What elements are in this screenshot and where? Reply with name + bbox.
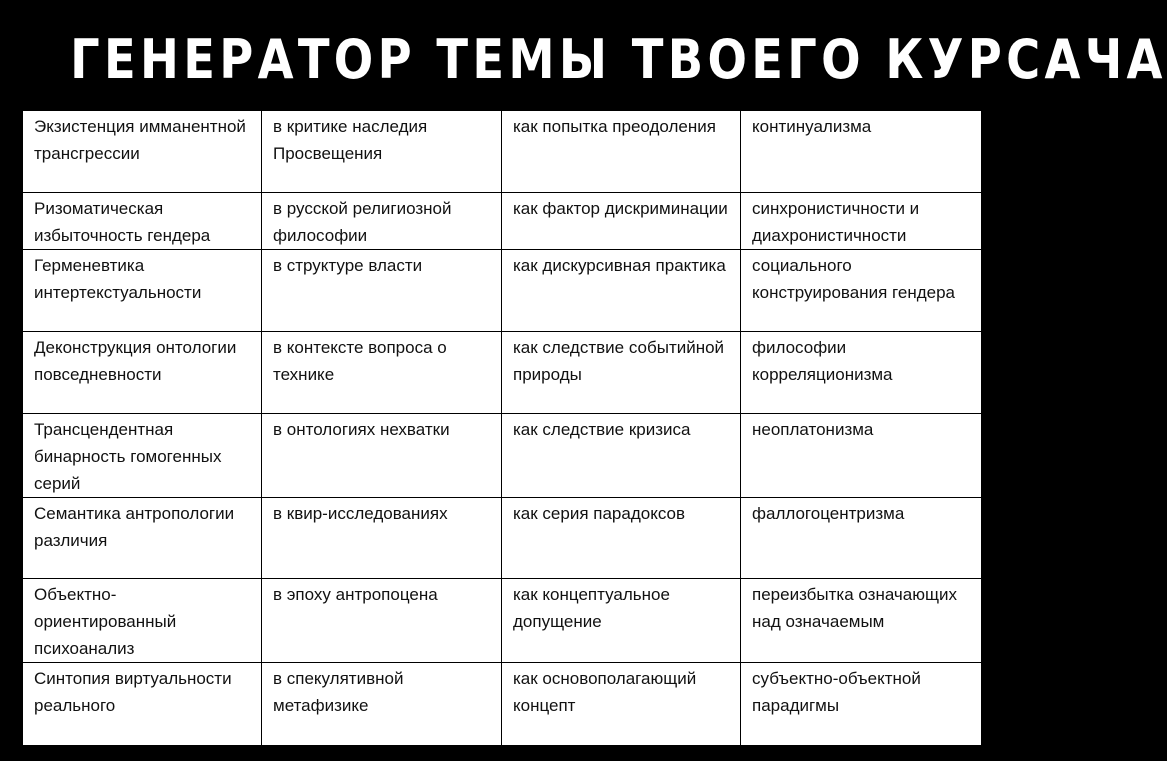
table-row	[23, 498, 982, 579]
table-cell: как дискурсивная практика	[502, 250, 741, 332]
table-cell: как серия парадоксов	[502, 498, 741, 579]
table-cell: как фактор дискриминации	[502, 193, 741, 250]
table-cell: социального конструирования гендера	[741, 250, 982, 332]
table-cell: Семантика антропологии различия	[23, 498, 262, 579]
table-cell: неоплатонизма	[741, 414, 982, 498]
table-row	[23, 250, 982, 332]
table-cell: фаллогоцентризма	[741, 498, 982, 579]
table-cell: в эпоху антропоцена	[262, 579, 502, 663]
table-cell: Герменевтика интертекстуальности	[23, 250, 262, 332]
table-row	[23, 193, 982, 250]
table-cell: как концептуальное допущение	[502, 579, 741, 663]
table-cell: Трансцендентная бинарность гомогенных серий	[23, 414, 262, 498]
table-cell: в контексте вопроса о технике	[262, 332, 502, 414]
table-cell: Деконструкция онтологии повседневности	[23, 332, 262, 414]
table-cell: в квир-исследованиях	[262, 498, 502, 579]
table-cell: синхронистичности и диахронистичности	[741, 193, 982, 250]
table-cell: как попытка преодоления	[502, 111, 741, 193]
page-title: ГЕНЕРАТОР ТЕМЫ ТВОЕГО КУРСАЧА	[70, 28, 1167, 91]
table-cell: в спекулятивной метафизике	[262, 663, 502, 746]
table-row	[23, 579, 982, 663]
table-cell: Объектно-ориентированный психоанализ	[23, 579, 262, 663]
topic-table	[22, 110, 982, 746]
table-cell: в онтологиях нехватки	[262, 414, 502, 498]
table-cell: Экзистенция имманентной трансгрессии	[23, 111, 262, 193]
table-cell: как основополагающий концепт	[502, 663, 741, 746]
table-cell: континуализма	[741, 111, 982, 193]
table-cell: Синтопия виртуальности реального	[23, 663, 262, 746]
table-row	[23, 111, 982, 193]
table-cell: в русской религиозной философии	[262, 193, 502, 250]
table-cell: как следствие событийной природы	[502, 332, 741, 414]
table-cell: переизбытка означающих над означаемым	[741, 579, 982, 663]
table-cell: философии корреляционизма	[741, 332, 982, 414]
table-row	[23, 332, 982, 414]
table-cell: как следствие кризиса	[502, 414, 741, 498]
table-cell: в критике наследия Просвещения	[262, 111, 502, 193]
table-cell: субъектно-объектной парадигмы	[741, 663, 982, 746]
table-row	[23, 663, 982, 746]
table-cell: Ризоматическая избыточность гендера	[23, 193, 262, 250]
table-row	[23, 414, 982, 498]
table-cell: в структуре власти	[262, 250, 502, 332]
